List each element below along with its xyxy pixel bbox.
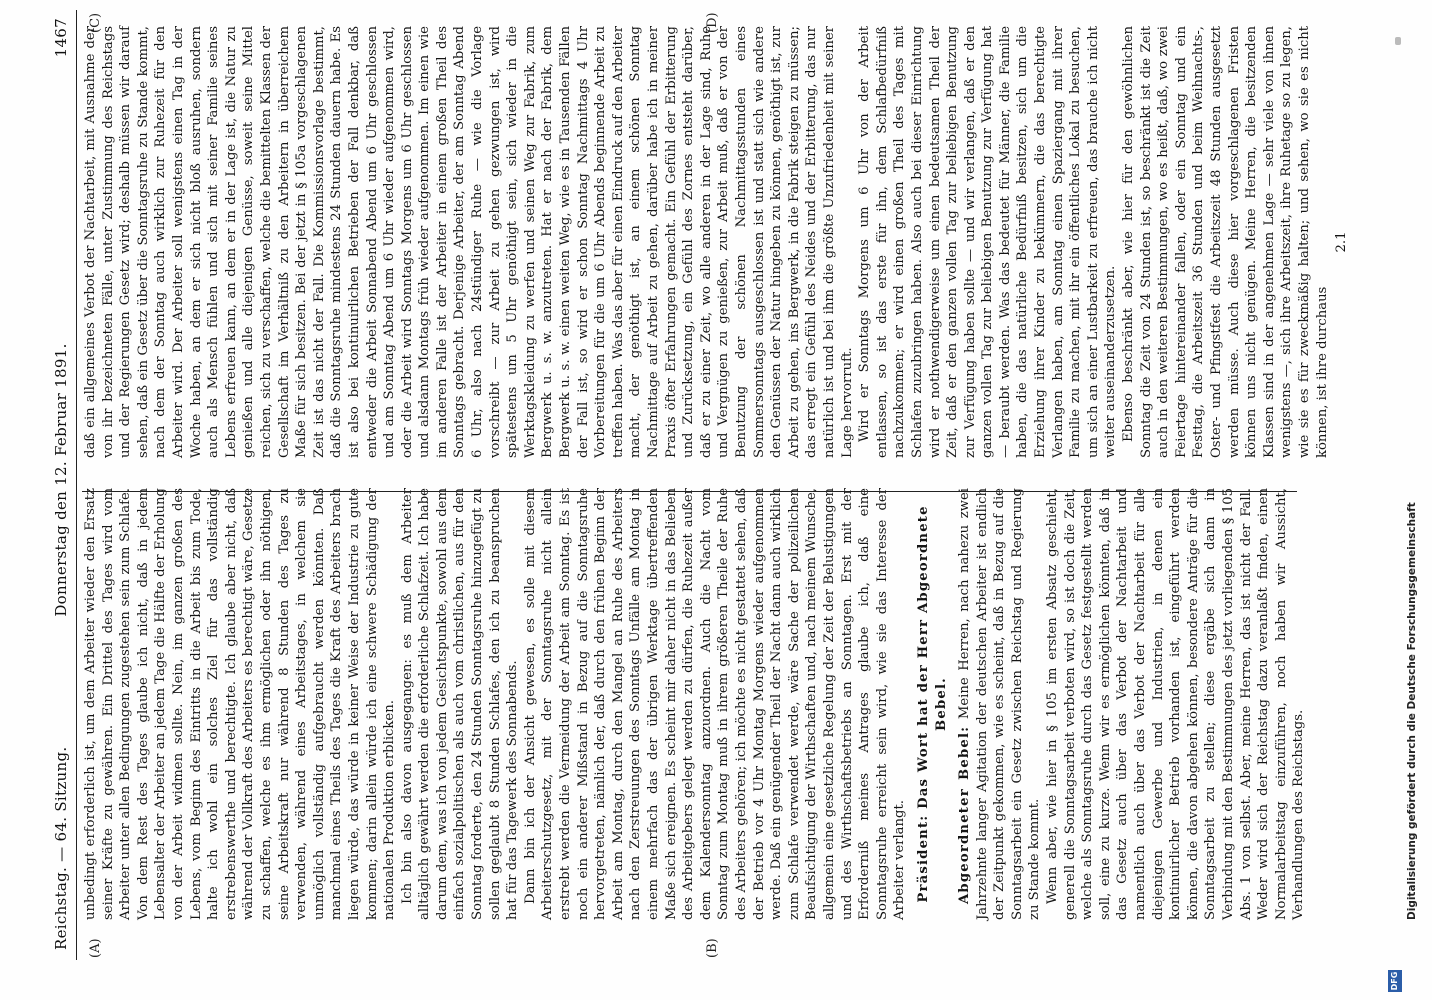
- speech-text: Meine Herren, nach nahezu zwei Jahrzehnte langer Agitation der deutschen Arbeiter ist endlich der Zeitpunkt gekommen, wie es scheint, daß in Bezug auf die Sonntagsarbeit ein Gesetz zwischen Reichstag und Regierung zu Stande kommt.: [957, 488, 1043, 920]
- margin-marker-c: (C): [88, 12, 103, 33]
- paragraph: daß ein allgemeines Verbot der Nachtarbeit, mit Ausnahme der von ihr bezeichneten Fälle, unter Zustimmung des Reichstags und der Regierungen Gesetz wird; deshalb müssen wir darauf sehen, daß ein Gesetz über die Sonntagsruhe zu Stande kommt, nach dem der Sonntag auch wirklich zur Ruhezeit für den Arbeiter wird. Der Arbeiter soll wenigstens einen Tag in der Woche haben, an dem er sich nicht bloß ausruhen, sondern auch als Mensch fühlen und sich mit seiner Familie seines Lebens erfreuen kann, an dem er in der Lage ist, die Natur zu genießen und alle diejenigen Genüsse, soweit seine Mittel reichen, sich zu verschaffen, welche die bemittelten Klassen der Gesellschaft im Verhältniß zu den Arbeitern in überreichem Maße für sich besitzen. Bei der jetzt in § 105a vorgeschlagenen Zeit ist das nicht der Fall. Die Kommissionsvorlage bestimmt, daß die Sonntagsruhe mindestens 24 Stunden dauern habe. Es ist also bei kontinuirlichen Betrieben der Fall denkbar, daß entweder die Arbeit Sonnabend Abend um 6 Uhr geschlossen und am Sonntag Abend um 6 Uhr wieder aufgenommen wird, oder die Arbeit wird Sonntags Morgens um 6 Uhr geschlossen und alsdann Montags früh wieder aufgenommen. Im einen wie im anderen Falle ist der Arbeiter in einem großen Theil des Sonntags gebracht. Derjenige Arbeiter, der am Sonntag Abend 6 Uhr, also nach 24stündiger Ruhe — wie die Vorlage vorschreibt — zur Arbeit zu gehen gezwungen ist, wird spätestens um 5 Uhr genöthigt sein, sich wieder in die Werktagskleidung zu werfen und seinen Weg zur Fabrik, zum Bergwerk u. s. w. anzutreten. Hat er nach der Fabrik, dem Bergwerk u. s. w. einen weiten Weg, wie es in Tausenden Fällen der Fall ist, so wird er schon Sonntag Nachmittags 4 Uhr Vorbereitungen für die um 6 Uhr Abends beginnende Arbeit zu treffen haben. Was das aber für einen Eindruck auf den Arbeiter macht, der genöthigt ist, an einem schönen Sonntag Nachmittage auf Arbeit zu gehen, darüber habe ich in meiner Praxis öfter Erfahrungen gemacht. Ein Gefühl der Erbitterung und Zurücksetzung, ein Gefühl des Zornes entsteht darüber, daß er zu einer Zeit, wo alle anderen in der Lage sind, Ruhe und Vergnügen zu genießen, zur Arbeit muß, daß er von der Benutzung der schönen Nachmittagsstunden eines Sommersonntags ausgeschlossen ist und statt sich wie andere den Genüssen der Natur hingeben zu können, genöthigt ist, zur Arbeit zu gehen, ins Bergwerk, in die Fabrik steigen zu müssen; das erregt ein Gefühl des Neides und der Erbitterung, das nur natürlich ist und bei ihm die größte Unzufriedenheit mit seiner Lage hervorruft.: [83, 26, 855, 458]
- margin-marker-d: (D): [705, 12, 720, 33]
- right-column: [82, 26, 1351, 458]
- paragraph: unbedingt erforderlich ist, um dem Arbeiter wieder den Ersatz seiner Kräfte zu gewähren. Ein Drittel des Tages wird vom Arbeiter unter allen Bedingungen zugestehen sein zum Schlafe. Von dem Rest des Tages glaube ich nicht, daß in jedem Lebensalter der Arbeiter an jedem Tage die Hälfte der Erholung von der Arbeit widmen sollte. Nein, im ganzen großen des Lebens, vom Beginn des Eintritts in die Arbeit bis zum Tode, halte ich wohl ein solches Ziel für das vollständig erstrebenswerthe und berechtigte. Ich glaube aber nicht, daß während der Vollkraft des Arbeiters es berechtigt wäre, Gesetze zu schaffen, welche es ihm ermöglichen oder ihn nöthigen, seine Arbeitskraft nur während 8 Stunden des Tages zu verwenden, während eines Arbeitstages, in welchem sie unmöglich vollständig aufgebraucht werden könnten. Daß manchmal eines Theils des Tages die Kraft des Arbeiters brach liegen würde, das würde in keiner Weise der Industrie zu gute kommen; darin allein würde ich eine schwere Schädigung der nationalen Produktion erblicken.: [83, 488, 398, 920]
- header-rule: [76, 10, 77, 960]
- page-header: [52, 10, 74, 950]
- president-line: Präsident: Das Wort hat der Herr Abgeordnete Bebel.: [915, 505, 949, 903]
- paragraph: Ebenso beschränkt aber, wie hier für den gewöhnlichen Sonntag die Zeit von 24 Stunden ist, so beschränkt ist die Zeit auch in den weiteren Bestimmungen, wo es heißt, daß, wo zwei Feiertage hintereinander fallen, oder ein Sonntag und ein Festtag, die Arbeitszeit 36 Stunden und beim Weihnachts-, Oster- und Pfingstfest die Arbeitszeit 48 Stunden ausgesetzt werden müsse. Auch diese hier vorgeschlagenen Fristen können uns nicht genügen. Meine Herren, die besitzenden Klassen sind in der angenehmen Lage — sehr viele von ihnen wenigstens —, sich ihre Arbeitszeit, ihre Ruhetage so zu legen, wie sie es für zweckmäßig halten; und sehen, wo sie es nicht können, ist ihre durchaus: [1121, 26, 1330, 458]
- margin-marker-b: (B): [705, 938, 720, 958]
- scan-speck: [1395, 37, 1401, 45]
- speaker-name: Abgeordneter Bebel:: [957, 725, 973, 904]
- paragraph: Wenn aber, wie hier in § 105 im ersten Absatz geschieht, generell die Sonntagsarbeit verboten wird, so ist doch die Zeit, welche als Sonntagsruhe durch das Gesetz festgestellt werden soll, eine zu kurze. Wenn wir es ermöglichen könnten, daß in das Gesetz auch über das Verbot der Nachtarbeit und namentlich auch über das Verbot der Nachtarbeit für alle diejenigen Gewerbe und Industrien, in denen ein kontinuirlicher Betrieb vorhanden ist, eingeführt werden können, die davon abgehen können, besondere Anträge für die Sonntagsarbeit zu stellen; diese ergäbe sich dann in Verbindung mit den Bestimmungen des jetzt vorliegenden § 105 Abs. 1 von selbst. Aber, meine Herren, das ist nicht der Fall. Weder wird sich der Reichstag dazu veranlaßt finden, einen Normalarbeitstag einzuführen, noch haben wir Aussicht, Verhandlungen des Reichstags.: [1045, 488, 1307, 920]
- dfg-logo: DFG: [1388, 970, 1402, 992]
- paragraph: Wird er Sonntags Morgens um 6 Uhr von der Arbeit entlassen, so ist das erste für ihn, dem Schlafbedürfniß nachzukommen; er wird einen großen Theil des Tages mit Schlafen zuzubringen haben. Also auch bei dieser Einrichtung wird er nothwendigerweise um einen bedeutsamen Theil der Zeit, daß er den ganzen vollen Tag zur beliebigen Benutzung zur Verfügung haben sollte — und wir verlangen, daß er den ganzen vollen Tag zur beliebigen Benutzung zur Verfügung hat — beraubt werden. Was das bedeutet für Männer, die Familie haben, die das natürliche Bedürfniß besitzen, sich um die Erziehung ihrer Kinder zu bekümmern, die das berechtigte Verlangen haben, am Sonntag einen Spaziergang mit ihrer Familie zu machen, mit ihr ein öffentliches Lokal zu besuchen, um sich an einer Lustbarkeit zu erfreuen, das brauche ich nicht weiter auseinanderzusetzen.: [857, 26, 1119, 458]
- paragraph: Ich bin also davon ausgegangen: es muß dem Arbeiter alltäglich gewährt werden die erforderliche Schlafzeit. Ich habe darum dem, was ich von jedem Gesichtspunkte, sowohl aus dem einfach sozialpolitischen als auch vom christlichen, aus für den Sonntag forderte, den 24 Stunden Sonntagsruhe hinzugefügt zu sollen geglaubt 8 Stunden Schlafes, den ich zu beanspruchen hat für das Tagewerk des Sonnabends.: [399, 488, 521, 920]
- page-reference: 2.1: [1334, 231, 1350, 253]
- left-column: [82, 488, 1308, 920]
- header-date: Donnerstag den 12. Februar 1891.: [52, 343, 70, 617]
- digitization-credit: Digitalisierung gefördert durch die Deutsche Forschungsgemeinschaft: [1406, 502, 1418, 920]
- header-session: Reichstag. — 64. Sitzung.: [52, 746, 70, 950]
- column-divider: [82, 491, 1297, 492]
- margin-marker-a: (A): [88, 938, 103, 958]
- paragraph: Dann bin ich der Ansicht gewesen, es solle mit diesem Arbeiterschutzgesetz, mit der Sonntagsruhe nicht allein erstrebt werden die Vermeidung der Arbeit am Sonntag. Es ist noch ein anderer Mißstand in Bezug auf die Sonntagsruhe hervorgetreten, nämlich der, daß durch den frühen Beginn der Arbeit am Montag, durch den Mangel an Ruhe des Arbeiters nach den Zerstreuungen des Sonntags Unfälle am Montag in einem mehrfach das der übrigen Werktage übertreffenden Maße sich ereignen. Es scheint mir daher nicht in das Belieben des Arbeitgebers gelegt werden zu dürfen, die Ruhezeit außer dem Kalendersonntag anzuordnen. Auch die Nacht vom Sonntag zum Montag muß in ihrem größeren Theile der Ruhe des Arbeiters gehören; ich möchte es nicht gestattet sehen, daß der Betrieb vor 4 Uhr Montag Morgens wieder aufgenommen werde. Daß ein genügender Theil der Nacht dann auch wirklich zum Schlafe verwendet werde, wäre Sache der polizeilichen Beaufsichtigung der Wirthschaften und, nach meinem Wunsche, allgemein eine gesetzliche Regelung der Zeit der Belustigungen und des Wirthschaftsbetriebs an Sonntagen. Erst mit der Erforderniß meines Antrages glaube ich, daß eine Sonntagsruhe erreicht sein wird, wie sie das Interesse der Arbeiter verlangt.: [522, 488, 908, 920]
- speaker-paragraph: [956, 488, 1044, 920]
- page-number: 1467: [52, 18, 70, 58]
